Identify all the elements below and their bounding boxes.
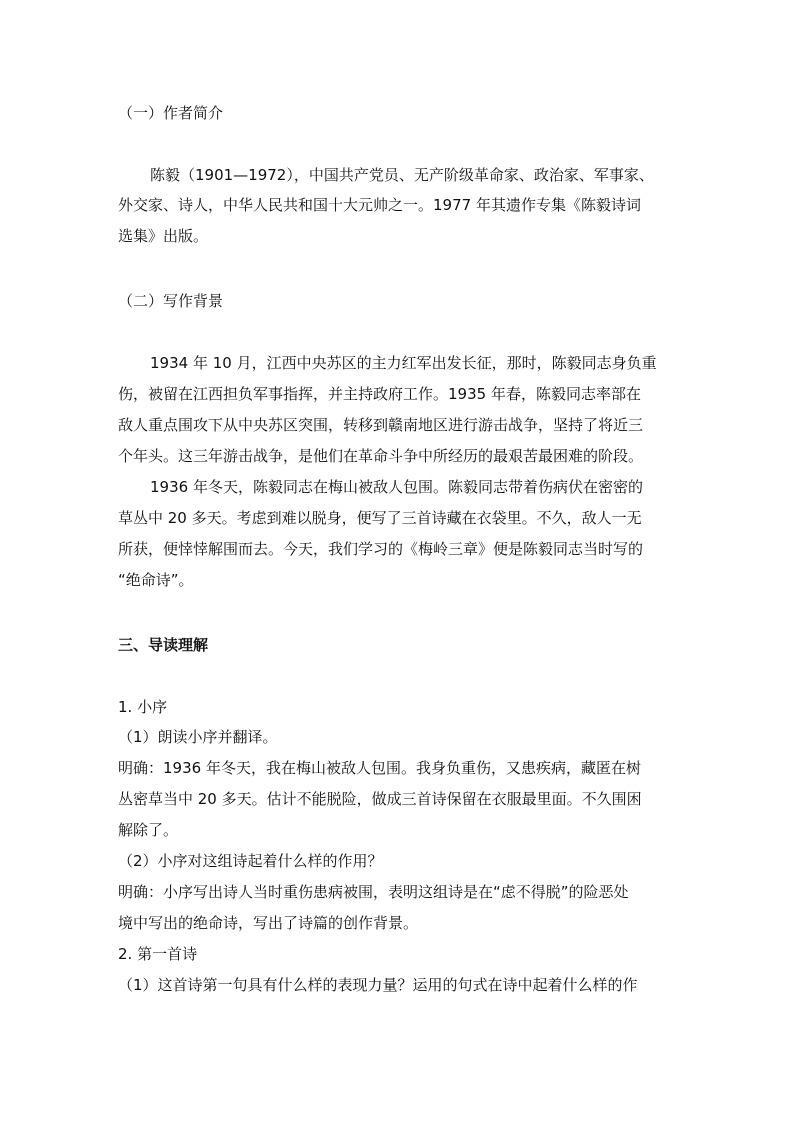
author-intro-line-1: 陈毅（1901—1972），中国共产党员、无产阶级革命家、政治家、军事家、 (150, 166, 654, 184)
background-para2-line-4: “绝命诗”。 (118, 571, 194, 589)
answer-2-line-1: 明确：小序写出诗人当时重伤患病被围，表明这组诗是在“虑不得脱”的险恶处 (118, 883, 629, 901)
background-para2-line-1: 1936 年冬天，陈毅同志在梅山被敌人包围。陈毅同志带着伤病伏在密密的 (150, 478, 643, 496)
answer-1-line-2: 丛密草当中 20 多天。估计不能脱险，做成三首诗保留在衣服最里面。不久围困 (118, 790, 642, 808)
background-para2-line-2: 草丛中 20 多天。考虑到难以脱身，便写了三首诗藏在衣袋里。不久，敌人一无 (118, 509, 642, 527)
question-2: （2）小序对这组诗起着什么样的作用？ (118, 852, 383, 870)
background-para2-line-3: 所获，便悻悻解围而去。今天，我们学习的《梅岭三章》便是陈毅同志当时写的 (118, 540, 644, 558)
subsection-2-title: 2. 第一首诗 (118, 945, 198, 963)
author-intro-heading: （一）作者简介 (118, 104, 224, 122)
background-heading: （二）写作背景 (118, 292, 224, 310)
background-para1-line-1: 1934 年 10 月，江西中央苏区的主力红军出发长征，那时，陈毅同志身负重 (150, 354, 657, 372)
background-para1-line-3: 敌人重点围攻下从中央苏区突围，转移到赣南地区进行游击战争，坚持了将近三 (118, 416, 644, 434)
question-3: （1）这首诗第一句具有什么样的表现力量？运用的句式在诗中起着什么样的作 (118, 976, 638, 994)
background-para1-line-2: 伤，被留在江西担负军事指挥，并主持政府工作。1935 年春，陈毅同志率部在 (118, 385, 641, 403)
background-para1-line-4: 个年头。这三年游击战争，是他们在革命斗争中所经历的最艰苦最困难的阶段。 (118, 447, 644, 465)
author-intro-line-3: 选集》出版。 (118, 227, 209, 245)
section3-heading: 三、导读理解 (118, 636, 209, 654)
question-1: （1）朗读小序并翻译。 (118, 728, 278, 746)
answer-1-line-1: 明确：1936 年冬天，我在梅山被敌人包围。我身负重伤，又患疾病，藏匿在树 (118, 759, 641, 777)
answer-1-line-3: 解除了。 (118, 821, 179, 839)
answer-2-line-2: 境中写出的绝命诗，写出了诗篇的创作背景。 (118, 914, 419, 932)
author-intro-line-2: 外交家、诗人，中华人民共和国十大元帅之一。1977 年其遗作专集《陈毅诗词 (118, 196, 641, 214)
subsection-1-title: 1. 小序 (118, 698, 168, 716)
